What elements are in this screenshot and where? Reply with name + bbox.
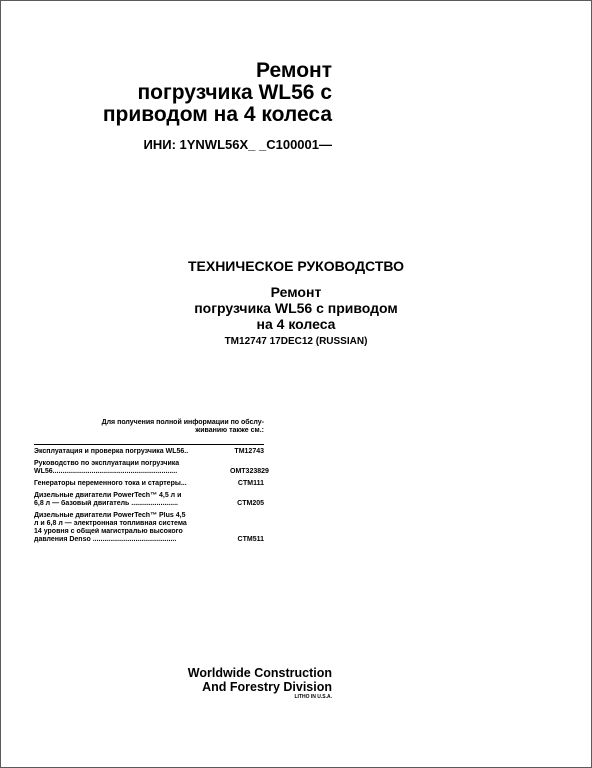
reference-title: Руководство по эксплуатации погрузчика WL56................................................................ xyxy=(34,460,180,475)
document-title xyxy=(32,60,332,126)
related-manuals-heading: Для получения полной информации по обслу- живанию также см.: xyxy=(101,419,264,434)
related-manuals xyxy=(34,419,269,548)
reference-code: CTM205 xyxy=(237,500,264,507)
publisher-division xyxy=(188,666,332,701)
division-line: Worldwide Construction xyxy=(187,666,332,680)
title-line: Ремонт xyxy=(256,59,332,82)
reference-code: OMT323829 xyxy=(230,468,269,475)
reference-row xyxy=(34,448,264,456)
serial-number-range: ИНИ: 1YNWL56X_ _C100001— xyxy=(143,137,332,152)
title-line: погрузчика WL56 с xyxy=(137,81,332,104)
reference-code: TM12743 xyxy=(234,448,264,455)
publication-info: TM12747 17DEC12 (RUSSIAN) xyxy=(224,336,368,347)
reference-title: Дизельные двигатели PowerTech™ Plus 4,5 л и 6,8 л — электронная топливная система 14 уровня с общей магистралью высокого давления Denso ........................................... xyxy=(34,512,187,543)
manual-subtitle xyxy=(0,284,592,332)
reference-title: Генераторы переменного тока и стартеры... xyxy=(34,480,187,487)
reference-title: Дизельные двигатели PowerTech™ 4,5 л и 6,8 л — базовый двигатель ........................ xyxy=(34,492,182,507)
reference-row xyxy=(34,480,264,488)
subtitle-line: погрузчика WL56 с приводом xyxy=(194,300,398,316)
divider xyxy=(34,444,264,445)
page-border-top xyxy=(0,0,592,1)
reference-code: CTM511 xyxy=(237,536,264,543)
manual-type: ТЕХНИЧЕСКОЕ РУКОВОДСТВО xyxy=(187,258,405,274)
reference-row xyxy=(34,460,269,476)
reference-code: CTM111 xyxy=(237,480,264,487)
title-line: приводом на 4 колеса xyxy=(102,103,332,126)
reference-title: Эксплуатация и проверка погрузчика WL56.. xyxy=(34,448,189,455)
subtitle-line: на 4 колеса xyxy=(256,316,336,332)
reference-row xyxy=(34,512,264,544)
reference-row xyxy=(34,492,264,508)
subtitle-line: Ремонт xyxy=(270,284,322,300)
division-line: And Forestry Division xyxy=(202,680,332,694)
page-border-left xyxy=(0,0,1,768)
litho-notice: LITHO IN U.S.A. xyxy=(294,694,332,700)
